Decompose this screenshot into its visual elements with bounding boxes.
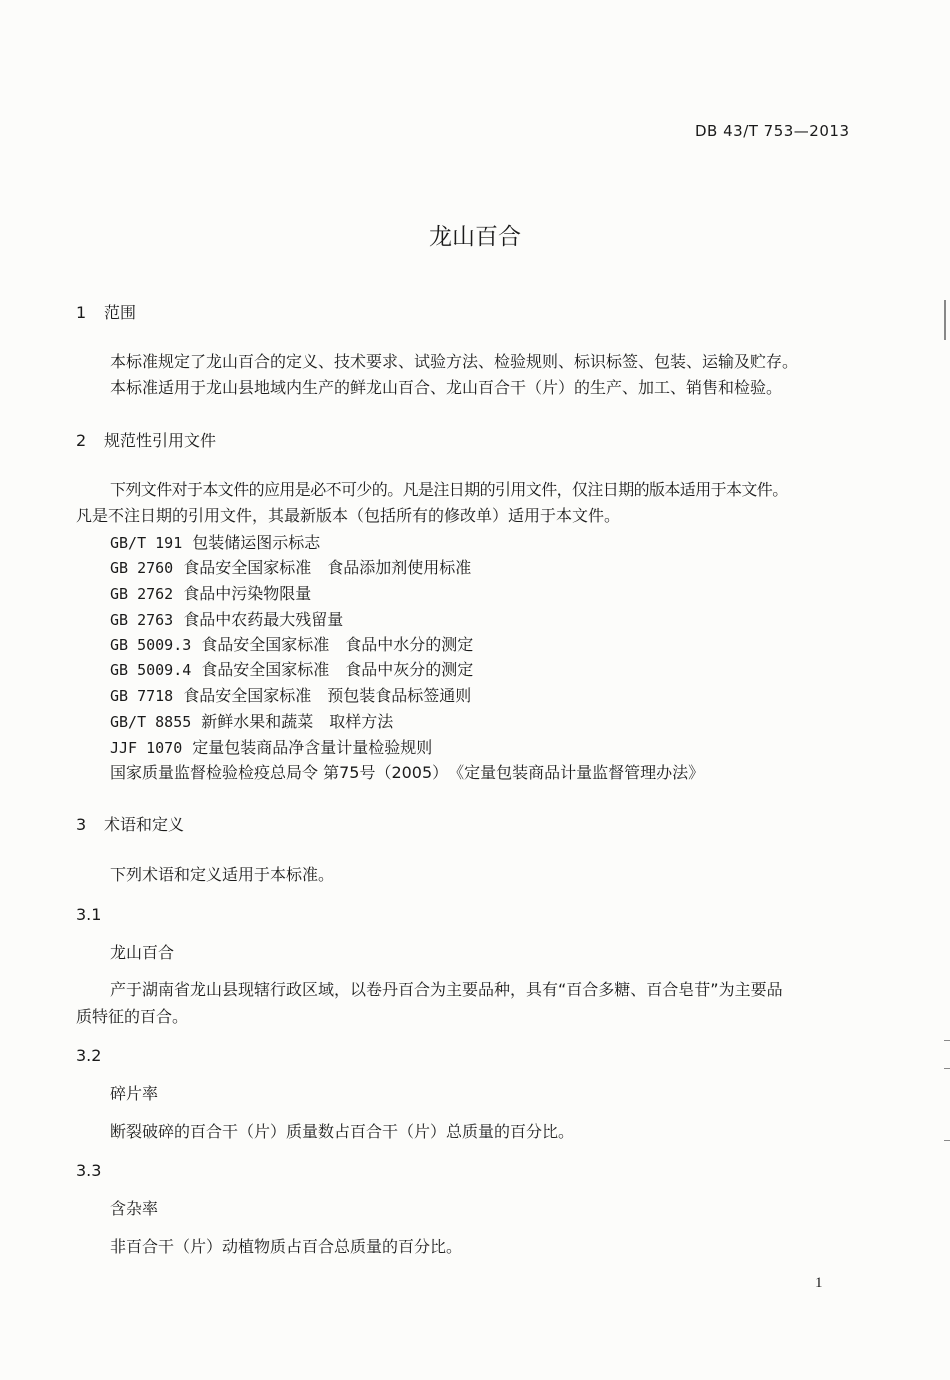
clause-number: 3.3 <box>76 1161 102 1180</box>
scan-mark <box>944 1140 950 1141</box>
section-3-heading <box>76 817 184 833</box>
reference-code: GB/T 191 <box>110 534 183 552</box>
section-number: 2 <box>76 431 87 450</box>
section-number: 3 <box>76 815 87 834</box>
reference-name: 食品安全国家标准 食品中灰分的测定 <box>201 660 474 679</box>
paragraph: 下列文件对于本文件的应用是必不可少的。凡是注日期的引用文件，仅注日期的版本适用于本文件。 <box>110 480 788 499</box>
paragraph: 本标准适用于龙山县地域内生产的鲜龙山百合、龙山百合干（片）的生产、加工、销售和检验。 <box>110 378 783 397</box>
reference-name: 食品安全国家标准 食品中水分的测定 <box>201 635 474 654</box>
reference-code: GB 2760 <box>110 559 174 577</box>
term-definition: 产于湖南省龙山县现辖行政区域，以卷丹百合为主要品种，具有“百合多糖、百合皂苷”为主要品 <box>110 980 783 999</box>
reference-item <box>110 637 473 653</box>
scan-mark <box>944 300 946 340</box>
reference-name: 新鲜水果和蔬菜 取样方法 <box>201 712 394 731</box>
reference-item <box>110 560 471 576</box>
section-title: 术语和定义 <box>104 815 185 834</box>
reference-name: 食品安全国家标准 食品添加剂使用标准 <box>183 558 472 577</box>
reference-name: 食品中农药最大残留量 <box>183 610 344 629</box>
reference-code: JJF 1070 <box>110 739 183 757</box>
term-definition: 非百合干（片）动植物质占百合总质量的百分比。 <box>110 1237 463 1256</box>
reference-item <box>110 662 473 678</box>
reference-code: GB/T 8855 <box>110 713 192 731</box>
reference-item <box>110 612 343 628</box>
term-name: 碎片率 <box>110 1084 159 1103</box>
section-title: 规范性引用文件 <box>104 431 217 450</box>
term-definition: 质特征的百合。 <box>76 1007 189 1026</box>
paragraph: 本标准规定了龙山百合的定义、技术要求、试验方法、检验规则、标识标签、包装、运输及贮存。 <box>110 352 799 371</box>
section-2-heading <box>76 433 216 449</box>
document-title: 龙山百合 <box>429 224 521 250</box>
section-1-heading <box>76 305 136 321</box>
reference-item <box>110 535 320 551</box>
reference-code: GB 7718 <box>110 687 174 705</box>
reference-code: GB 2763 <box>110 611 174 629</box>
term-name: 龙山百合 <box>110 943 175 962</box>
term-definition: 断裂破碎的百合干（片）质量数占百合干（片）总质量的百分比。 <box>110 1122 575 1141</box>
reference-name: 定量包装商品净含量计量检验规则 <box>192 738 433 757</box>
decree-reference: 国家质量监督检验检疫总局令 第75号（2005） 《定量包装商品计量监督管理办法》 <box>110 763 705 782</box>
clause-number: 3.1 <box>76 905 102 924</box>
section-title: 范围 <box>104 303 137 322</box>
reference-item <box>110 714 393 730</box>
reference-code: GB 2762 <box>110 585 174 603</box>
reference-item <box>110 740 432 756</box>
reference-item <box>110 586 311 602</box>
section-number: 1 <box>76 303 87 322</box>
document-code: DB 43/T 753—2013 <box>695 122 850 140</box>
scan-mark <box>944 1068 950 1069</box>
paragraph: 下列术语和定义适用于本标准。 <box>110 865 335 884</box>
reference-name: 包装储运图示标志 <box>192 533 321 552</box>
reference-name: 食品中污染物限量 <box>183 584 312 603</box>
reference-name: 食品安全国家标准 预包装食品标签通则 <box>183 686 472 705</box>
reference-item <box>110 688 471 704</box>
scan-mark <box>944 1040 950 1041</box>
reference-code: GB 5009.4 <box>110 661 192 679</box>
page-number: 1 <box>815 1275 823 1291</box>
reference-code: GB 5009.3 <box>110 636 192 654</box>
term-name: 含杂率 <box>110 1199 159 1218</box>
clause-number: 3.2 <box>76 1046 102 1065</box>
paragraph: 凡是不注日期的引用文件，其最新版本（包括所有的修改单）适用于本文件。 <box>76 506 621 525</box>
